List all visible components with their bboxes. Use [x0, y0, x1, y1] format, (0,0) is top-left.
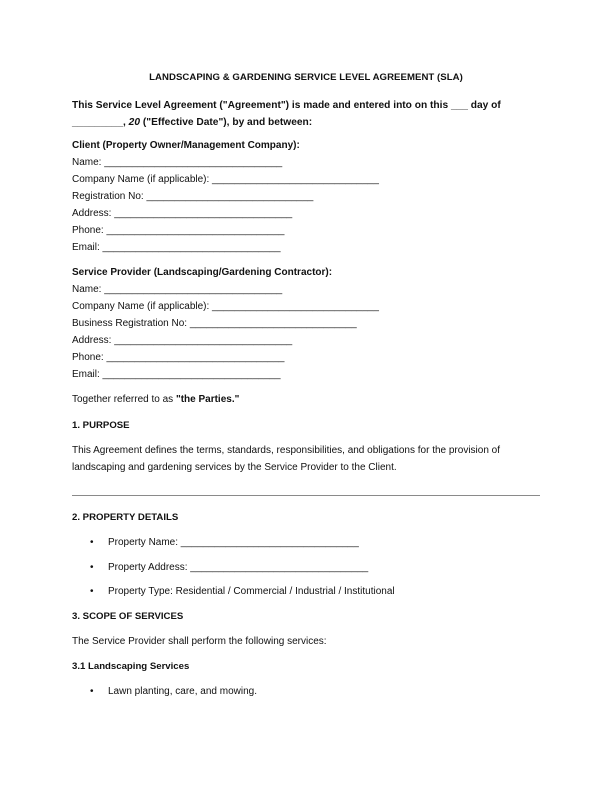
scope-text: The Service Provider shall perform the following services: [72, 636, 327, 647]
provider-company-field: Company Name (if applicable): ______________________________ [72, 301, 379, 312]
bullet-icon: • [90, 562, 94, 573]
bullet-icon: • [90, 586, 94, 597]
list-item [90, 686, 257, 697]
property-name-field: Property Name: ________________________________ [108, 537, 359, 548]
property-address-field: Property Address: ________________________________ [108, 562, 369, 573]
client-company-field: Company Name (if applicable): ______________________________ [72, 174, 379, 185]
provider-phone-field: Phone: ________________________________ [72, 352, 285, 363]
date-blank: _________, [72, 117, 126, 128]
client-phone-field: Phone: ________________________________ [72, 225, 285, 236]
list-item [90, 537, 359, 548]
parties-prefix: Together referred to as [72, 394, 176, 405]
parties-line [72, 394, 239, 405]
provider-name-field: Name: ________________________________ [72, 284, 283, 295]
purpose-text: This Agreement defines the terms, standards, responsibilities, and obligations for the provision of landscaping and gardening services by the Service Provider to the Client. [72, 445, 501, 473]
scope-heading: 3. SCOPE OF SERVICES [72, 611, 184, 622]
document-title: LANDSCAPING & GARDENING SERVICE LEVEL AGREEMENT (SLA) [149, 72, 463, 83]
intro-line-1: This Service Level Agreement ("Agreement") is made and entered into on this ___ day of [72, 100, 501, 111]
effective-date-text: ("Effective Date"), by and between: [142, 117, 313, 128]
provider-heading: Service Provider (Landscaping/Gardening Contractor): [72, 267, 333, 278]
list-item [90, 586, 395, 597]
client-registration-field: Registration No: ______________________________ [72, 191, 314, 202]
bullet-icon: • [90, 686, 94, 697]
property-heading: 2. PROPERTY DETAILS [72, 512, 179, 523]
year-text: 20 [128, 117, 141, 128]
purpose-heading: 1. PURPOSE [72, 420, 130, 431]
client-address-field: Address: ________________________________ [72, 208, 293, 219]
property-type-field: Property Type: Residential / Commercial / Industrial / Institutional [108, 586, 395, 597]
intro-paragraph [72, 97, 501, 131]
scope-bullet-text: Lawn planting, care, and mowing. [108, 686, 257, 697]
provider-address-field: Address: ________________________________ [72, 335, 293, 346]
intro-line-2 [72, 114, 501, 131]
client-heading: Client (Property Owner/Management Company): [72, 140, 300, 151]
bullet-icon: • [90, 537, 94, 548]
scope-subheading: 3.1 Landscaping Services [72, 661, 190, 672]
list-item [90, 562, 368, 573]
section-divider [72, 495, 540, 496]
provider-registration-field: Business Registration No: ______________________________ [72, 318, 357, 329]
client-email-field: Email: ________________________________ [72, 242, 281, 253]
parties-bold: "the Parties." [175, 394, 240, 405]
provider-email-field: Email: ________________________________ [72, 369, 281, 380]
client-name-field: Name: ________________________________ [72, 157, 283, 168]
